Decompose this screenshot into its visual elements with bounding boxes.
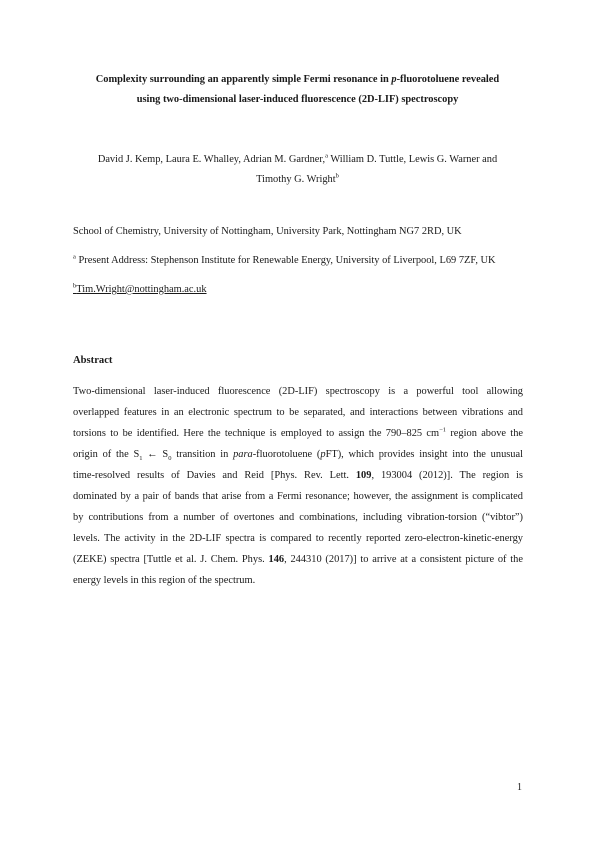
abstract-heading: Abstract	[73, 355, 113, 366]
abstract-line: overlapped features in an electronic spectrum to be separated, and interactions between vibrations and	[73, 407, 523, 418]
page-number: 1	[517, 782, 522, 793]
authors-line-2: Timothy G. Wright$^b$	[256, 172, 339, 185]
paper-title	[60, 70, 535, 110]
affiliation-school: School of Chemistry, University of Nottingham, University Park, Nottingham NG7 2RD, UK	[73, 226, 462, 237]
abstract-line: (ZEKE) spectra [Tuttle et al. J. Chem. Phys. 146, 244310 (2017)] to arrive at a consistent picture of the	[73, 554, 523, 565]
abstract-line: origin of the $S_1$ ← $S_0$ transition in para-fluorotoluene (pFT), which provides insight into the unusual	[73, 449, 524, 463]
corresponding-email	[73, 283, 543, 297]
affiliation-present-address: $^a$ Present Address: Stephenson Institute for Renewable Energy, University of Liverpool, L69 7ZF, UK	[73, 253, 496, 266]
title-line-2: using two-dimensional laser-induced fluorescence (2D-LIF) spectroscopy	[136, 94, 459, 105]
email-link[interactable]: $^b$Tim.Wright@nottingham.ac.uk	[73, 282, 207, 295]
author-list	[60, 150, 535, 190]
authors-line-1: David J. Kemp, Laura E. Whalley, Adrian M. Gardner,$^a$ William D. Tuttle, Lewis G. Warner and	[97, 152, 498, 165]
abstract-body	[73, 381, 523, 591]
title-line-1: Complexity surrounding an apparently simple Fermi resonance in p-fluorotoluene revealed	[95, 74, 500, 85]
abstract-line: time-resolved results of Davies and Reid [Phys. Rev. Lett. 109, 193004 (2012)]. The region is	[73, 470, 523, 481]
abstract-line: Two-dimensional laser-induced fluorescence (2D-LIF) spectroscopy is a powerful tool allowing	[73, 386, 523, 397]
abstract-line: energy levels in this region of the spectrum.	[73, 575, 256, 586]
abstract-line: torsions to be identified. Here the technique is employed to assign the 790–825 $cm^{-1}$ region above the	[73, 426, 523, 439]
abstract-line: levels. The activity in the 2D-LIF spectra is compared to recently reported zero-electron-kinetic-energy	[73, 533, 523, 544]
abstract-line: dominated by a pair of bands that arise from a Fermi resonance; however, the assignment is complicated	[73, 491, 523, 502]
abstract-line: by contributions from a number of overtones and combinations, including vibration-torsion (“vibtor”)	[73, 512, 523, 523]
